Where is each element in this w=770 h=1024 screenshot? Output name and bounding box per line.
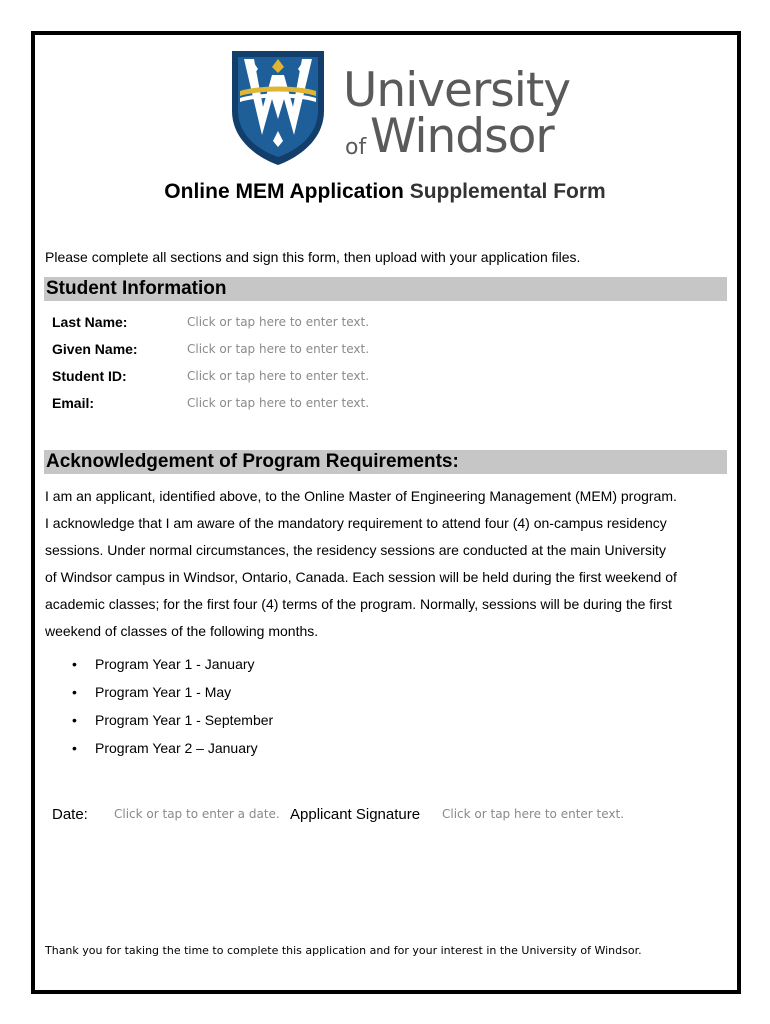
field-student-id	[52, 368, 652, 388]
form-title-sub: Supplemental Form	[409, 180, 606, 203]
student-info-heading-bar	[44, 277, 727, 301]
intro-text: Please complete all sections and sign this form, then upload with your application files.	[45, 249, 581, 265]
requirement-text: Program Year 2 – January	[95, 740, 258, 756]
acknowledgement-heading-bar	[44, 450, 727, 474]
applicant-signature-input[interactable]: Click or tap here to enter text.	[442, 807, 625, 821]
ack-line: sessions. Under normal circumstances, the residency sessions are conducted at the main University	[45, 542, 666, 558]
field-email	[52, 395, 652, 415]
date-label: Date:	[52, 806, 88, 823]
footer-text: Thank you for taking the time to complete this application and for your interest in the University of Windsor.	[45, 944, 642, 957]
student-id-label: Student ID:	[52, 368, 127, 384]
ack-line: academic classes; for the first four (4) terms of the program. Normally, sessions will be during the first	[45, 596, 672, 612]
bullet-icon: •	[72, 740, 77, 756]
form-title-main: Online MEM Application	[164, 180, 404, 203]
wordmark-university: University	[343, 63, 571, 118]
bullet-icon: •	[72, 684, 77, 700]
shield-crest-icon	[228, 49, 328, 167]
date-picker-input[interactable]: Click or tap to enter a date.	[114, 807, 280, 821]
ack-line: of Windsor campus in Windsor, Ontario, Canada. Each session will be held during the first weekend of	[45, 569, 677, 585]
university-logo	[228, 49, 571, 167]
acknowledgement-paragraph	[45, 483, 731, 645]
signature-row	[52, 806, 712, 828]
given-name-input[interactable]: Click or tap here to enter text.	[187, 342, 370, 356]
wordmark-windsor: Windsor	[370, 109, 554, 164]
form-title	[0, 180, 770, 204]
requirement-text: Program Year 1 - May	[95, 684, 232, 700]
ack-line: I am an applicant, identified above, to the Online Master of Engineering Management (MEM) program.	[45, 488, 677, 504]
last-name-label: Last Name:	[52, 314, 128, 330]
applicant-signature-label: Applicant Signature	[290, 806, 421, 823]
requirement-text: Program Year 1 - September	[95, 712, 274, 728]
email-input[interactable]: Click or tap here to enter text.	[187, 396, 370, 410]
student-info-heading: Student Information	[46, 278, 227, 299]
student-id-input[interactable]: Click or tap here to enter text.	[187, 369, 370, 383]
ack-line: weekend of classes of the following months.	[45, 623, 319, 639]
field-given-name	[52, 341, 652, 361]
given-name-label: Given Name:	[52, 341, 138, 357]
bullet-icon: •	[72, 712, 77, 728]
wordmark-of: of	[345, 135, 367, 160]
field-last-name	[52, 314, 652, 334]
bullet-icon: •	[72, 656, 77, 672]
email-label: Email:	[52, 395, 95, 411]
requirement-text: Program Year 1 - January	[95, 656, 255, 672]
acknowledgement-heading: Acknowledgement of Program Requirements:	[46, 451, 459, 472]
last-name-input[interactable]: Click or tap here to enter text.	[187, 315, 370, 329]
ack-line: I acknowledge that I am aware of the mandatory requirement to attend four (4) on-campus residency	[45, 515, 667, 531]
